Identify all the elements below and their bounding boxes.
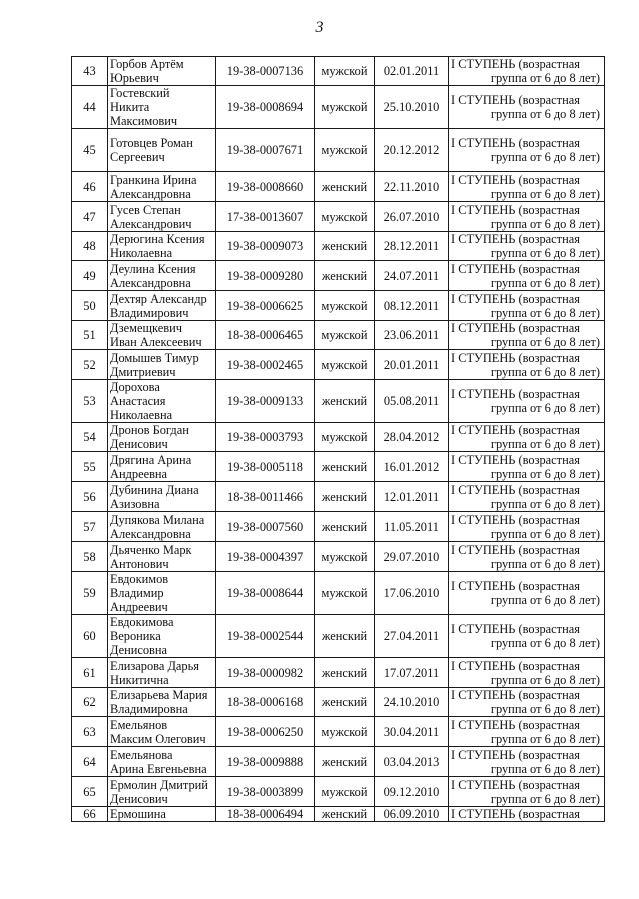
id-number-cell: 19-38-0008660: [216, 172, 315, 202]
participants-table: [71, 56, 605, 822]
id-number-cell: 19-38-0002544: [216, 615, 315, 658]
level-line: I СТУПЕНЬ (возрастная: [451, 172, 580, 187]
id-number-cell: 18-38-0006168: [216, 688, 315, 717]
level-line: I СТУПЕНЬ (возрастная: [451, 658, 580, 673]
full-name-line: Дехтяр Александр: [110, 291, 207, 306]
full-name-line: Антонович: [110, 556, 169, 571]
level-line: группа от 6 до 8 лет): [490, 593, 600, 607]
birth-date-cell: 11.05.2011: [375, 512, 449, 542]
level-cell: [449, 321, 605, 350]
level-line: I СТУПЕНЬ (возрастная: [451, 387, 580, 401]
gender-cell: мужской: [315, 542, 375, 572]
level-line: I СТУПЕНЬ (возрастная: [451, 777, 580, 792]
table-row: [72, 232, 605, 261]
full-name-cell: [108, 688, 216, 717]
full-name-line: Ермошина: [110, 807, 166, 821]
full-name-cell: [108, 512, 216, 542]
level-line: группа от 6 до 8 лет): [490, 150, 600, 164]
full-name-line: Андреевна: [110, 466, 168, 481]
birth-date-cell: 30.04.2011: [375, 717, 449, 747]
level-line: группа от 6 до 8 лет): [490, 466, 600, 481]
row-number-cell: 63: [72, 717, 108, 747]
level-line: I СТУПЕНЬ (возрастная: [451, 93, 580, 107]
full-name-cell: [108, 658, 216, 688]
full-name-line: Дмитриевич: [110, 364, 176, 379]
gender-cell: мужской: [315, 129, 375, 172]
level-line: I СТУПЕНЬ (возрастная: [451, 291, 580, 306]
full-name-line: Дьяченко Марк: [110, 542, 192, 557]
table-row: [72, 482, 605, 512]
birth-date-cell: 26.07.2010: [375, 202, 449, 232]
full-name-line: Гостевский: [110, 86, 170, 100]
level-line: группа от 6 до 8 лет): [490, 496, 600, 511]
id-number-cell: 19-38-0008644: [216, 572, 315, 615]
birth-date-cell: 03.04.2013: [375, 747, 449, 777]
level-line: группа от 6 до 8 лет): [490, 702, 600, 716]
row-number-cell: 47: [72, 202, 108, 232]
level-line: группа от 6 до 8 лет): [490, 672, 600, 687]
gender-cell: мужской: [315, 202, 375, 232]
birth-date-cell: 12.01.2011: [375, 482, 449, 512]
full-name-line: Емельянова: [110, 747, 173, 762]
table-row: [72, 380, 605, 423]
table-row: [72, 747, 605, 777]
row-number-cell: 54: [72, 423, 108, 452]
full-name-line: Деулина Ксения: [110, 261, 196, 276]
level-cell: [449, 512, 605, 542]
id-number-cell: 19-38-0006250: [216, 717, 315, 747]
id-number-cell: 19-38-0002465: [216, 350, 315, 380]
id-number-cell: 19-38-0007671: [216, 129, 315, 172]
level-line: группа от 6 до 8 лет): [490, 761, 600, 776]
level-cell: [449, 261, 605, 291]
full-name-line: Ермолин Дмитрий: [110, 777, 208, 792]
table-row: [72, 658, 605, 688]
full-name-line: Евдокимова: [110, 615, 174, 629]
full-name-cell: [108, 572, 216, 615]
full-name-line: Николаевна: [110, 246, 173, 260]
id-number-cell: 19-38-0003899: [216, 777, 315, 807]
level-line: группа от 6 до 8 лет): [490, 364, 600, 379]
table-row: [72, 423, 605, 452]
full-name-cell: [108, 321, 216, 350]
row-number-cell: 66: [72, 807, 108, 822]
gender-cell: мужской: [315, 57, 375, 86]
row-number-cell: 53: [72, 380, 108, 423]
gender-cell: мужской: [315, 423, 375, 452]
row-number-cell: 45: [72, 129, 108, 172]
level-line: I СТУПЕНЬ (возрастная: [451, 232, 580, 246]
level-line: I СТУПЕНЬ (возрастная: [451, 512, 580, 527]
full-name-cell: [108, 807, 216, 822]
gender-cell: мужской: [315, 717, 375, 747]
gender-cell: женский: [315, 807, 375, 822]
full-name-line: Готовцев Роман: [110, 136, 193, 150]
id-number-cell: 18-38-0006465: [216, 321, 315, 350]
level-cell: [449, 57, 605, 86]
birth-date-cell: 24.10.2010: [375, 688, 449, 717]
row-number-cell: 52: [72, 350, 108, 380]
gender-cell: мужской: [315, 321, 375, 350]
table-row: [72, 321, 605, 350]
level-cell: [449, 807, 605, 822]
birth-date-cell: 24.07.2011: [375, 261, 449, 291]
full-name-cell: [108, 717, 216, 747]
full-name-line: Дронов Богдан: [110, 423, 189, 437]
level-cell: [449, 232, 605, 261]
full-name-line: Максим Олегович: [110, 731, 206, 746]
level-cell: [449, 172, 605, 202]
birth-date-cell: 16.01.2012: [375, 452, 449, 482]
level-cell: [449, 350, 605, 380]
gender-cell: женский: [315, 688, 375, 717]
level-line: группа от 6 до 8 лет): [490, 526, 600, 541]
id-number-cell: 19-38-0009888: [216, 747, 315, 777]
level-cell: [449, 291, 605, 321]
gender-cell: женский: [315, 747, 375, 777]
id-number-cell: 19-38-0007136: [216, 57, 315, 86]
row-number-cell: 56: [72, 482, 108, 512]
full-name-line: Максимович: [110, 114, 178, 128]
birth-date-cell: 06.09.2010: [375, 807, 449, 822]
full-name-line: Николаевна: [110, 408, 173, 422]
level-cell: [449, 658, 605, 688]
full-name-line: Азизовна: [110, 496, 160, 511]
full-name-cell: [108, 423, 216, 452]
level-line: I СТУПЕНЬ (возрастная: [451, 261, 580, 276]
id-number-cell: 17-38-0013607: [216, 202, 315, 232]
birth-date-cell: 22.11.2010: [375, 172, 449, 202]
full-name-cell: [108, 202, 216, 232]
full-name-line: Александровна: [110, 186, 191, 201]
level-line: группа от 6 до 8 лет): [490, 731, 600, 746]
level-cell: [449, 380, 605, 423]
gender-cell: женский: [315, 482, 375, 512]
table-row: [72, 717, 605, 747]
level-line: I СТУПЕНЬ (возрастная: [451, 202, 580, 217]
table-row: [72, 572, 605, 615]
table-row: [72, 807, 605, 822]
id-number-cell: 19-38-0005118: [216, 452, 315, 482]
full-name-line: Денисович: [110, 437, 168, 451]
level-line: I СТУПЕНЬ (возрастная: [451, 717, 580, 732]
full-name-line: Дземещкевич: [110, 321, 182, 335]
table-row: [72, 291, 605, 321]
full-name-line: Елизарова Дарья: [110, 658, 199, 673]
row-number-cell: 51: [72, 321, 108, 350]
id-number-cell: 18-38-0011466: [216, 482, 315, 512]
level-line: группа от 6 до 8 лет): [490, 791, 600, 806]
birth-date-cell: 27.04.2011: [375, 615, 449, 658]
row-number-cell: 60: [72, 615, 108, 658]
full-name-line: Домышев Тимур: [110, 350, 199, 365]
level-cell: [449, 717, 605, 747]
level-line: группа от 6 до 8 лет): [490, 401, 600, 415]
gender-cell: женский: [315, 380, 375, 423]
row-number-cell: 61: [72, 658, 108, 688]
level-line: I СТУПЕНЬ (возрастная: [451, 622, 580, 636]
level-cell: [449, 542, 605, 572]
full-name-line: Александровна: [110, 526, 191, 541]
level-line: группа от 6 до 8 лет): [490, 556, 600, 571]
full-name-line: Вероника: [110, 629, 161, 643]
full-name-line: Андреевич: [110, 600, 168, 614]
gender-cell: мужской: [315, 350, 375, 380]
full-name-line: Дупякова Милана: [110, 512, 205, 527]
level-cell: [449, 452, 605, 482]
gender-cell: женский: [315, 615, 375, 658]
full-name-line: Арина Евгеньевна: [110, 761, 207, 776]
row-number-cell: 59: [72, 572, 108, 615]
level-line: I СТУПЕНЬ (возрастная: [451, 747, 580, 762]
full-name-line: Евдокимов: [110, 572, 169, 586]
level-line: I СТУПЕНЬ (возрастная: [451, 482, 580, 497]
row-number-cell: 57: [72, 512, 108, 542]
id-number-cell: 19-38-0009133: [216, 380, 315, 423]
id-number-cell: 19-38-0006625: [216, 291, 315, 321]
full-name-cell: [108, 452, 216, 482]
level-line: I СТУПЕНЬ (возрастная: [451, 321, 580, 335]
row-number-cell: 62: [72, 688, 108, 717]
level-line: группа от 6 до 8 лет): [490, 246, 600, 260]
level-line: I СТУПЕНЬ (возрастная: [451, 542, 580, 557]
table-row: [72, 688, 605, 717]
gender-cell: мужской: [315, 777, 375, 807]
full-name-line: Иван Алексеевич: [110, 335, 202, 349]
level-cell: [449, 86, 605, 129]
table-row: [72, 129, 605, 172]
row-number-cell: 44: [72, 86, 108, 129]
level-line: группа от 6 до 8 лет): [490, 71, 600, 85]
table-row: [72, 57, 605, 86]
birth-date-cell: 05.08.2011: [375, 380, 449, 423]
page-number: 3: [315, 19, 324, 36]
full-name-line: Анастасия: [110, 394, 166, 408]
gender-cell: мужской: [315, 291, 375, 321]
birth-date-cell: 20.12.2012: [375, 129, 449, 172]
table-row: [72, 512, 605, 542]
table-row: [72, 86, 605, 129]
full-name-cell: [108, 261, 216, 291]
level-line: I СТУПЕНЬ (возрастная: [451, 688, 580, 702]
full-name-line: Дорохова: [110, 380, 160, 394]
level-cell: [449, 688, 605, 717]
level-line: группа от 6 до 8 лет): [490, 186, 600, 201]
birth-date-cell: 08.12.2011: [375, 291, 449, 321]
full-name-line: Дрягина Арина: [110, 452, 192, 467]
birth-date-cell: 29.07.2010: [375, 542, 449, 572]
id-number-cell: 19-38-0004397: [216, 542, 315, 572]
row-number-cell: 50: [72, 291, 108, 321]
level-line: группа от 6 до 8 лет): [490, 305, 600, 320]
full-name-cell: [108, 542, 216, 572]
table-row: [72, 202, 605, 232]
level-cell: [449, 572, 605, 615]
full-name-cell: [108, 615, 216, 658]
full-name-cell: [108, 350, 216, 380]
level-line: группа от 6 до 8 лет): [490, 275, 600, 290]
level-line: группа от 6 до 8 лет): [490, 216, 600, 231]
full-name-cell: [108, 172, 216, 202]
row-number-cell: 43: [72, 57, 108, 86]
row-number-cell: 46: [72, 172, 108, 202]
level-line: I СТУПЕНЬ (возрастная: [451, 136, 580, 150]
gender-cell: женский: [315, 232, 375, 261]
level-line: I СТУПЕНЬ (возрастная: [451, 57, 580, 71]
row-number-cell: 55: [72, 452, 108, 482]
full-name-cell: [108, 777, 216, 807]
gender-cell: женский: [315, 512, 375, 542]
level-cell: [449, 777, 605, 807]
row-number-cell: 49: [72, 261, 108, 291]
full-name-cell: [108, 747, 216, 777]
level-line: I СТУПЕНЬ (возрастная: [451, 423, 580, 437]
id-number-cell: 18-38-0006494: [216, 807, 315, 822]
full-name-line: Денисовна: [110, 643, 168, 657]
full-name-line: Владимирович: [110, 305, 189, 320]
full-name-cell: [108, 380, 216, 423]
full-name-cell: [108, 129, 216, 172]
full-name-line: Дубинина Диана: [110, 482, 199, 497]
level-line: группа от 6 до 8 лет): [490, 437, 600, 451]
level-cell: [449, 423, 605, 452]
birth-date-cell: 09.12.2010: [375, 777, 449, 807]
row-number-cell: 64: [72, 747, 108, 777]
full-name-line: Александровна: [110, 275, 191, 290]
full-name-cell: [108, 57, 216, 86]
gender-cell: женский: [315, 452, 375, 482]
full-name-line: Юрьевич: [110, 71, 159, 85]
birth-date-cell: 28.12.2011: [375, 232, 449, 261]
full-name-cell: [108, 232, 216, 261]
full-name-line: Емельянов: [110, 717, 168, 732]
table-row: [72, 261, 605, 291]
full-name-line: Александрович: [110, 216, 192, 231]
full-name-line: Владимировна: [110, 702, 188, 716]
id-number-cell: 19-38-0009073: [216, 232, 315, 261]
birth-date-cell: 28.04.2012: [375, 423, 449, 452]
level-line: I СТУПЕНЬ (возрастная: [451, 579, 580, 593]
level-line: группа от 6 до 8 лет): [490, 636, 600, 650]
level-line: группа от 6 до 8 лет): [490, 335, 600, 349]
birth-date-cell: 17.07.2011: [375, 658, 449, 688]
full-name-cell: [108, 291, 216, 321]
table-row: [72, 350, 605, 380]
participants-table-body: [72, 57, 605, 822]
table-row: [72, 172, 605, 202]
full-name-line: Гранкина Ирина: [110, 172, 197, 187]
full-name-cell: [108, 482, 216, 512]
table-row: [72, 542, 605, 572]
id-number-cell: 19-38-0007560: [216, 512, 315, 542]
full-name-cell: [108, 86, 216, 129]
row-number-cell: 48: [72, 232, 108, 261]
birth-date-cell: 23.06.2011: [375, 321, 449, 350]
gender-cell: мужской: [315, 86, 375, 129]
id-number-cell: 19-38-0008694: [216, 86, 315, 129]
level-cell: [449, 747, 605, 777]
full-name-line: Никита: [110, 100, 150, 114]
level-line: I СТУПЕНЬ (возрастная: [451, 807, 580, 821]
full-name-line: Сергеевич: [110, 150, 165, 164]
row-number-cell: 58: [72, 542, 108, 572]
level-line: I СТУПЕНЬ (возрастная: [451, 452, 580, 467]
gender-cell: мужской: [315, 572, 375, 615]
level-line: I СТУПЕНЬ (возрастная: [451, 350, 580, 365]
full-name-line: Гусев Степан: [110, 202, 181, 217]
gender-cell: женский: [315, 172, 375, 202]
full-name-line: Горбов Артём: [110, 57, 184, 71]
gender-cell: женский: [315, 658, 375, 688]
level-line: группа от 6 до 8 лет): [490, 107, 600, 121]
level-cell: [449, 615, 605, 658]
gender-cell: женский: [315, 261, 375, 291]
full-name-line: Владимир: [110, 586, 164, 600]
id-number-cell: 19-38-0003793: [216, 423, 315, 452]
id-number-cell: 19-38-0000982: [216, 658, 315, 688]
full-name-line: Денисович: [110, 791, 168, 806]
id-number-cell: 19-38-0009280: [216, 261, 315, 291]
full-name-line: Никитична: [110, 672, 169, 687]
birth-date-cell: 20.01.2011: [375, 350, 449, 380]
level-cell: [449, 129, 605, 172]
level-cell: [449, 482, 605, 512]
birth-date-cell: 17.06.2010: [375, 572, 449, 615]
level-cell: [449, 202, 605, 232]
full-name-line: Елизарьева Мария: [110, 688, 208, 702]
birth-date-cell: 02.01.2011: [375, 57, 449, 86]
table-row: [72, 615, 605, 658]
table-row: [72, 452, 605, 482]
birth-date-cell: 25.10.2010: [375, 86, 449, 129]
row-number-cell: 65: [72, 777, 108, 807]
table-row: [72, 777, 605, 807]
full-name-line: Дерюгина Ксения: [110, 232, 205, 246]
